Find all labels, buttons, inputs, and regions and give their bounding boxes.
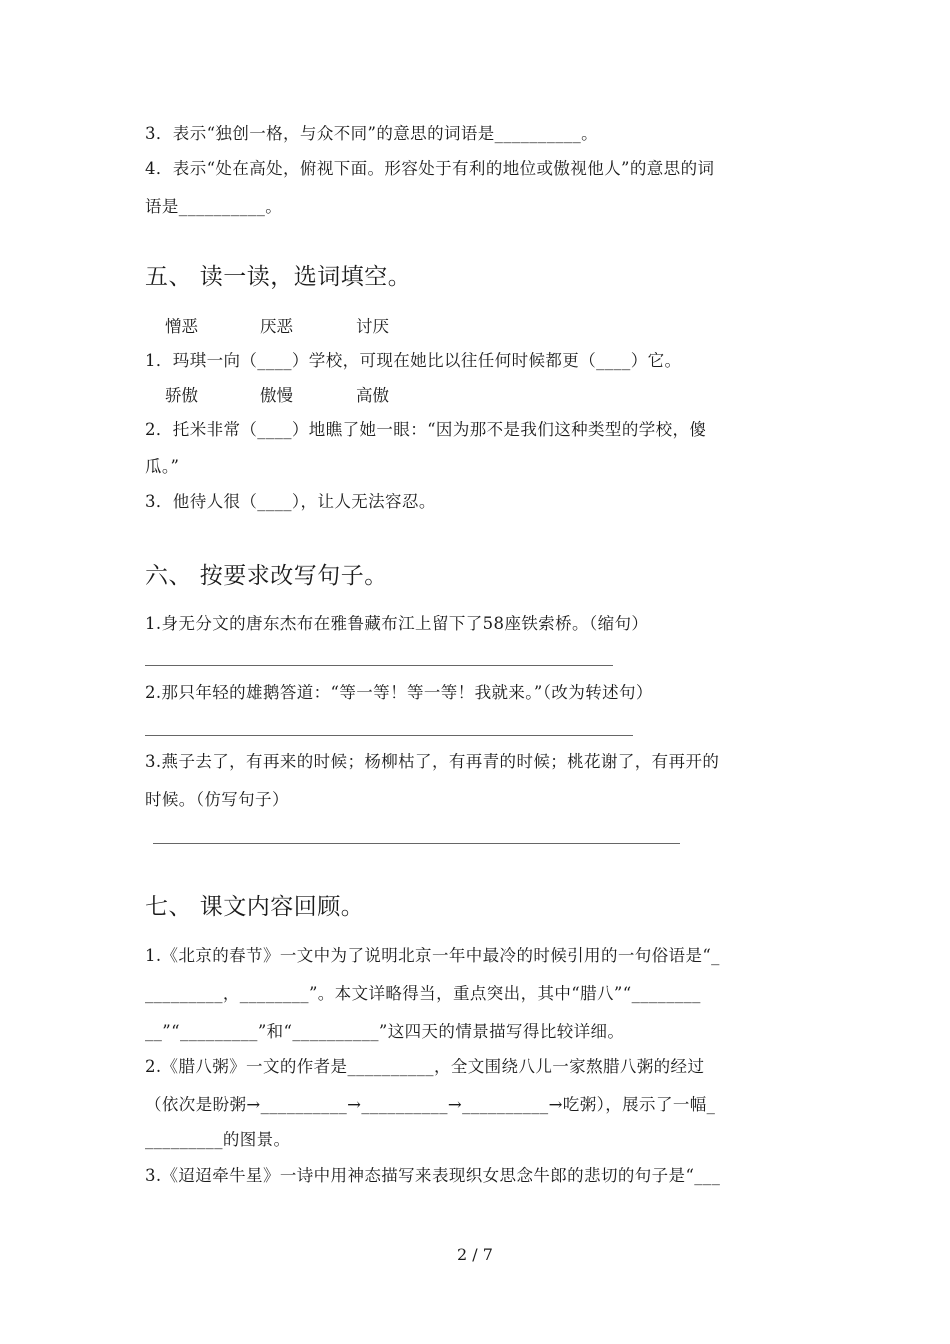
s6-q3-line2: 时候。（仿写句子）: [145, 790, 289, 809]
s5-word-6: 高傲: [356, 386, 389, 405]
s7-q1-line2: _________，________”。本文详略得当，重点突出，其中“腊八”“________: [145, 984, 701, 1003]
s4-q4-line2: 语是__________。: [145, 197, 283, 216]
s5-word-3: 讨厌: [356, 317, 389, 336]
s6-answer-line-3[interactable]: [153, 843, 680, 844]
s5-q3: 3．他待人很（____），让人无法容忍。: [145, 492, 436, 511]
s5-q1: 1．玛琪一向（____）学校，可现在她比以往任何时候都更（____）它。: [145, 351, 682, 370]
s5-word-2: 厌恶: [260, 317, 293, 336]
s5-q2-line2: 瓜。”: [145, 457, 180, 476]
s7-q1-line3: __”“_________”和“__________”这四天的情景描写得比较详细。: [145, 1022, 625, 1041]
s7-q2-line3: _________的图景。: [145, 1130, 291, 1149]
s4-q4-line1: 4．表示“处在高处，俯视下面。形容处于有利的地位或傲视他人”的意思的词: [145, 159, 715, 178]
s7-q2-line2: （依次是盼粥→__________→__________→__________→吃粥），展示了一幅_: [145, 1095, 716, 1114]
s4-q3: 3．表示“独创一格，与众不同”的意思的词语是__________。: [145, 124, 599, 143]
s6-q3-line1: 3.燕子去了，有再来的时候；杨柳枯了，有再青的时候；桃花谢了，有再开的: [145, 752, 720, 771]
section-5-heading: 五、 读一读，选词填空。: [145, 264, 412, 290]
s5-word-5: 傲慢: [260, 386, 293, 405]
s6-answer-line-1[interactable]: [145, 665, 613, 666]
s7-q2-line1: 2.《腊八粥》一文的作者是__________，全文围绕八儿一家熬腊八粥的经过: [145, 1057, 705, 1076]
s7-q3-line1: 3.《迢迢牵牛星》一诗中用神态描写来表现织女思念牛郎的悲切的句子是“___: [145, 1166, 721, 1185]
page-number: 2 / 7: [457, 1245, 493, 1264]
section-6-heading: 六、 按要求改写句子。: [145, 563, 388, 589]
s6-q1: 1.身无分文的唐东杰布在雅鲁藏布江上留下了58座铁索桥。（缩句）: [145, 614, 649, 633]
s5-word-1: 憎恶: [165, 317, 198, 336]
s6-answer-line-2[interactable]: [145, 735, 633, 736]
s7-q1-line1: 1.《北京的春节》一文中为了说明北京一年中最冷的时候引用的一句俗语是“_: [145, 946, 720, 965]
s5-word-4: 骄傲: [165, 386, 198, 405]
s5-q2-line1: 2．托米非常（____）地瞧了她一眼：“因为那不是我们这种类型的学校，傻: [145, 420, 707, 439]
section-7-heading: 七、 课文内容回顾。: [145, 894, 365, 920]
s6-q2: 2.那只年轻的雄鹅答道：“等一等！等一等！我就来。”（改为转述句）: [145, 683, 653, 702]
